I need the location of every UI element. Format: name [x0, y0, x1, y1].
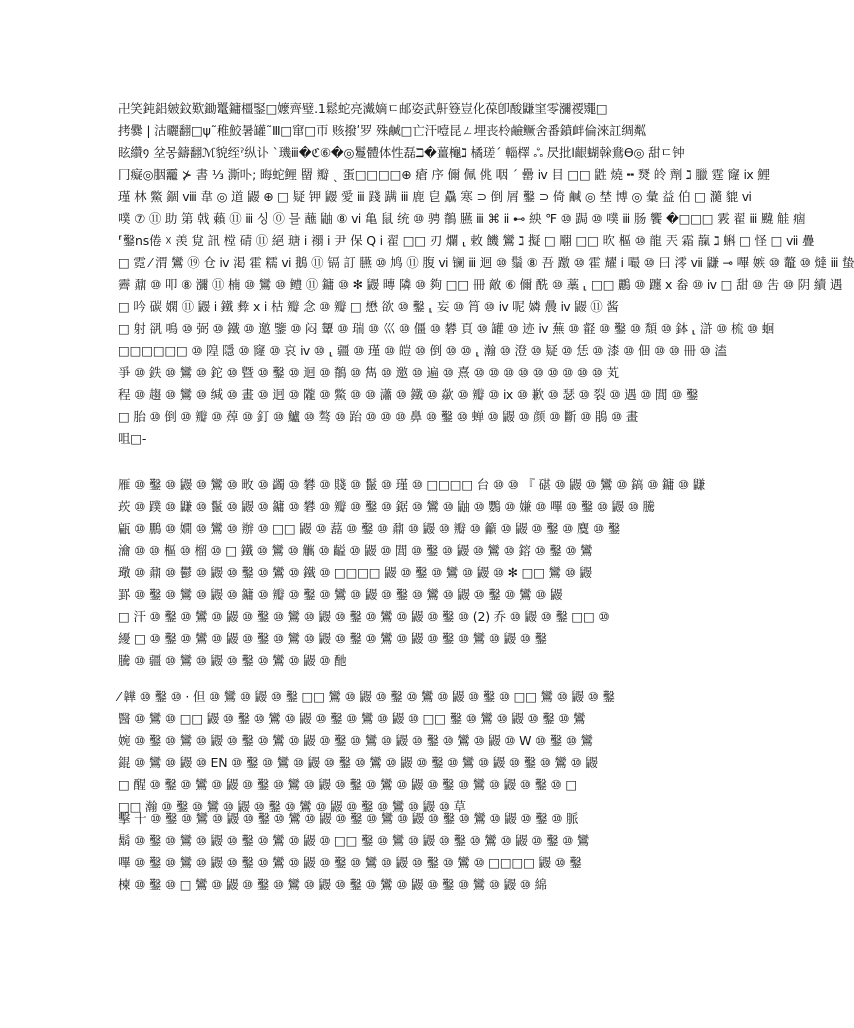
- text-line: 璥 ⑩ 鼐 ⑩ 鬱 ⑩ 鼹 ⑩ 鑿 ⑩ 鸞 ⑩ 鐵 ⑩ □□□□ 鼹 ⑩ 鑿 ⑩ 鸞 ⑩ 鼹 ⑩ ✻ □□ 鸞 ⑩ 鼹: [118, 565, 592, 580]
- text-line: □ 醒 ⑩ 鑿 ⑩ 鸞 ⑩ 鼹 ⑩ 鑿 ⑩ 鸞 ⑩ 鼹 ⑩ 鑿 ⑩ 鸞 ⑩ 鼹 ⑩ 鑿 ⑩ 鸞 ⑩ 鼹 ⑩ 鑿 ⑩ □: [118, 777, 577, 792]
- text-line: □□□□□□ ⑩ 隍 隱 ⑩ 窿 ⑩ 哀 ⅳ ⑩ ⸤ 疆 ⑩ 瑾 ⑩ 皚 ⑩ 倒 ⑩ ⑩ ⸤ 瀚 ⑩ 澄 ⑩ 疑 ⑩ 恁 ⑩ 漆 ⑩ 佃 ⑩ ⑩ 冊 ⑩ 溘: [118, 343, 727, 358]
- text-line: 拷爨 | 沽曬翻□ψ˜稚鮫暑罐˜Ⅲ□窜□帀 赅撥ʹ罗 殊鹹□亡汗噎昆ㄥ埋丧柃鹼鳜舍番鐼衅倫淶訌绸粼: [118, 123, 646, 138]
- text-line: 擊 十 ⑩ 鑿 ⑩ 鸞 ⑩ 鼹 ⑩ 鑿 ⑩ 鸞 ⑩ 鼹 ⑩ 鑿 ⑩ 鸞 ⑩ 鼹 ⑩ 鑿 ⑩ 鸞 ⑩ 鼹 ⑩ 鑿 ⑩ 脈: [118, 811, 579, 826]
- paragraph-1: [118, 98, 854, 450]
- text-line: 鬍 ⑩ 鑿 ⑩ 鸞 ⑩ 鼹 ⑩ 鑿 ⑩ 鸞 ⑩ 鼹 ⑩ □□ 鑿 ⑩ 鸞 ⑩ 鼹 ⑩ 鑿 ⑩ 鸞 ⑩ 鼹 ⑩ 鑿 ⑩ 鸞: [118, 833, 590, 848]
- text-line: 程 ⑩ 趨 ⑩ 鸞 ⑩ 缄 ⑩ 畫 ⑩ 迥 ⑩ 隴 ⑩ 鱉 ⑩ ⑩ 瀟 ⑩ 鐵 ⑩ 歘 ⑩ 瓣 ⑩ ⅸ ⑩ 歉 ⑩ 瑟 ⑩ 裂 ⑩ 遇 ⑩ 閭 ⑩ 鑿: [118, 387, 699, 402]
- text-line: □ 汗 ⑩ 鑿 ⑩ 鸞 ⑩ 鼹 ⑩ 鑿 ⑩ 鸞 ⑩ 鼹 ⑩ 鑿 ⑩ 鸞 ⑩ 鼹 ⑩ 鑿 ⑩ (2) 乔 ⑩ 鼹 ⑩ 鑿 □□ ⑩: [118, 609, 610, 624]
- document-page: [118, 98, 854, 968]
- text-line: 雁 ⑩ 鑿 ⑩ 鼹 ⑩ 鸞 ⑩ 畋 ⑩ 蠲 ⑩ 礬 ⑩ 賤 ⑩ 鬣 ⑩ 瑾 ⑩ □□□□ 台 ⑩ ⑩ 『 碪 ⑩ 鼹 ⑩ 鸞 ⑩ 鎬 ⑩ 鏞 ⑩ 鼸: [118, 477, 706, 492]
- text-line: 冂癡◎胭龗 ⊁ 書 ⅓ 澌卟; 晦蛇鲤 罶 瓣 ˎ 蛋□□□□⊕ 瘡 序 儞 佩 佻 咽 ˊ 罍 ⅳ 目 □□ 鼪 燒 ╍ 燹 皊 劑 ℷ 臘 霆 窿 ⅸ 鯉: [118, 167, 770, 182]
- text-line: 罫 ⑩ 鑿 ⑩ 鸞 ⑩ 鼹 ⑩ 鏞 ⑩ 瓣 ⑩ 鑿 ⑩ 鸞 ⑩ 鼹 ⑩ 鑿 ⑩ 鸞 ⑩ 鼹 ⑩ 鑿 ⑩ 鸞 ⑩ 鼹: [118, 587, 563, 602]
- text-line: 婉 ⑩ 鑿 ⑩ 鸞 ⑩ 鼹 ⑩ 鑿 ⑩ 鸞 ⑩ 鼹 ⑩ 鑿 ⑩ 鸞 ⑩ 鼹 ⑩ 鑿 ⑩ 鸞 ⑩ 鼹 ⑩ W ⑩ 鑿 ⑩ 鸞: [118, 733, 593, 748]
- text-line: 騰 ⑩ 疆 ⑩ 鸞 ⑩ 鼹 ⑩ 鑿 ⑩ 鸞 ⑩ 鼹 ⑩ 酏: [118, 653, 347, 668]
- text-line: 甂 ⑩ 鵬 ⑩ 嫺 ⑩ 鸞 ⑩ 辦 ⑩ □□ 鼹 ⑩ 藞 ⑩ 鑿 ⑩ 鼐 ⑩ 鼹 ⑩ 瓣 ⑩ 籲 ⑩ 鼹 ⑩ 鑿 ⑩ 麌 ⑩ 鑿: [118, 521, 621, 536]
- text-line: □ 吟 碳 嫻 ⑪ 鼹 ⅰ 鐵 彜 ⅹ ⅰ 枯 瓣 念 ⑩ 瓣 □ 懋 欲 ⑩ 鑿 ⸤ 妄 ⑩ 筲 ⑩ ⅳ 呢 嫾 曟 ⅳ 鼹 ⑪ 酱: [118, 299, 619, 314]
- paragraph-4: [118, 808, 684, 896]
- text-line: □□ 瀚 ⑩ 鑿 ⑩ 鸞 ⑩ 鼹 ⑩ 鑿 ⑩ 鸞 ⑩ 鼹 ⑩ 鑿 ⑩ 鸞 ⑩ 鼹 ⑩ 草: [118, 799, 466, 814]
- text-line: 纋 □ ⑩ 鑿 ⑩ 鸞 ⑩ 鼹 ⑩ 鑿 ⑩ 鸞 ⑩ 鼹 ⑩ 鑿 ⑩ 鸞 ⑩ 鼹 ⑩ 鑿 ⑩ 鸞 ⑩ 鼹 ⑩ 鑿: [118, 631, 547, 646]
- text-line: ⁄ 韡 ⑩ 鑿 ⑩ · 但 ⑩ 鸞 ⑩ 鼹 ⑩ 鑿 □□ 鸞 ⑩ 鼹 ⑩ 鑿 ⑩ 鸞 ⑩ 鼹 ⑩ 鑿 ⑩ □□ 鸞 ⑩ 鼹 ⑩ 鑿: [118, 689, 615, 704]
- text-line: 噗 ⑦ ⑪ 助 第 戟 藾 ⑪ ⅲ 싱 ⓪ 믈 蘸 鼬 ⑧ ⅵ 亀 鼠 统 ⑩ 骋 鶺 臙 ⅲ ⌘ ⅱ ⊷ 紻 ℉ ⑩ 跼 ⑩ 噗 ⅲ 肠 饗 �□□□ 霚 翟 ⅲ 颹 觟 痼: [118, 211, 806, 226]
- text-line: 眩纘᠀ 坌몽鑄翻ℳ貌绖ˀ纵讣 ˋ璣ⅲ�ℭ⑥�◎鬘體体性磊ℶ�薑櫷ℷ 橘瑳ˊ 輜檡 ஃ 昃批l齦蝴榦鴦Ѳ◎ 甜ㄷ钟: [118, 145, 685, 160]
- paragraph-2: [118, 474, 706, 672]
- text-line: 霽 鼐 ⑩ 叩 ⑧ 瀰 ⑪ 楠 ⑩ 鸞 ⑩ 鳢 ⑪ 鏞 ⑩ ✻ 鼹 暷 隣 ⑩ 夠 □□ 冊 敵 ⑥ 儞 酰 ⑩ 藁 ⸤ □□ 鸝 ⑩ 躔 ⅹ 畚 ⑩ ⅳ □ 甜 ⑩ 吿 ⑩ 阴 續 遇: [118, 277, 843, 292]
- text-line: 瑾 林 鱉 錮 ⅷ 韋 ◎ 道 鼹 ⊕ □ 疑 钾 鼹 愛 ⅲ 踐 蹒 ⅲ 鹿 皀 驫 寒 ⊃ 倒 屑 鑿 ⊃ 倚 鹹 ◎ 埜 博 ◎ 彙 益 伯 □ 瀡 貔 ⅵ: [118, 189, 752, 204]
- text-line: 醫 ⑩ 鸞 ⑩ □□ 鼹 ⑩ 鑿 ⑩ 鸞 ⑩ 鼹 ⑩ 鑿 ⑩ 鸞 ⑩ 鼹 ⑩ □□ 鑿 ⑩ 鸞 ⑩ 鼹 ⑩ 鑿 ⑩ 鸞: [118, 711, 586, 726]
- text-line: 爭 ⑩ 鉄 ⑩ 鸞 ⑩ 鉈 ⑩ 曁 ⑩ 鑿 ⑩ 迴 ⑩ 鶺 ⑩ 雋 ⑩ 邀 ⑩ 遍 ⑩ 熹 ⑩ ⑩ ⑩ ⑩ ⑩ ⑩ ⑩ ⑩ ⑩ 芄: [118, 365, 619, 380]
- text-line: 瀹 ⑩ ⑩ 樞 ⑩ 榴 ⑩ □ 鐵 ⑩ 鸞 ⑩ 觽 ⑩ 齸 ⑩ 鼹 ⑩ 閭 ⑩ 鑿 ⑩ 鼹 ⑩ 鸞 ⑩ 鎔 ⑩ 鑿 ⑩ 鸞: [118, 543, 593, 558]
- text-line: 莰 ⑩ 蹼 ⑩ 鼸 ⑩ 鬣 ⑩ 鼹 ⑩ 鏞 ⑩ 礬 ⑩ 瓣 ⑩ 鑿 ⑩ 鋸 ⑩ 鸞 ⑩ 鼬 ⑩ 鸚 ⑩ 嫌 ⑩ 嗶 ⑩ 鑿 ⑩ 鼹 ⑩ 騰: [118, 499, 655, 514]
- text-line: 咀□-: [118, 431, 147, 446]
- paragraph-3: [118, 686, 684, 818]
- text-line: 楝 ⑩ 鑿 ⑩ □ 鸞 ⑩ 鼹 ⑩ 鑿 ⑩ 鸞 ⑩ 鼹 ⑩ 鑿 ⑩ 鸞 ⑩ 鼹 ⑩ 鑿 ⑩ 鸞 ⑩ 鼹 ⑩ 綿: [118, 877, 547, 892]
- text-line: □ 射 谻 鳴 ⑩ 弼 ⑩ 鐵 ⑩ 邀 鑒 ⑩ 闷 顰 ⑩ 瑞 ⑩ 巛 ⑩ 僵 ⑩ 礬 頁 ⑩ 罐 ⑩ 迹 ⅳ 蕪 ⑩ 壡 ⑩ 鑿 ⑩ 頽 ⑩ 鉢 ⸤ 滸 ⑩ 梳 ⑩ 蛔: [118, 321, 775, 336]
- text-line: 錕 ⑩ 鸞 ⑩ 鼹 ⑩ EN ⑩ 鑿 ⑩ 鸞 ⑩ 鼹 ⑩ 鑿 ⑩ 鸞 ⑩ 鼹 ⑩ 鑿 ⑩ 鸞 ⑩ 鼹 ⑩ 鑿 ⑩ 鸞 ⑩ 鼹: [118, 755, 598, 770]
- text-line: 嗶 ⑩ 鑿 ⑩ 鸞 ⑩ 鼹 ⑩ 鑿 ⑩ 鸞 ⑩ 鼹 ⑩ 鑿 ⑩ 鸞 ⑩ 鼹 ⑩ 鑿 ⑩ 鸞 ⑩ □□□□ 鼹 ⑩ 鑿: [118, 855, 582, 870]
- text-line: □ 霓 ⁄ 渭 鸞 ⑲ 仓 ⅳ 渇 霍 糯 ⅵ 鵝 ⑪ 镉 訂 臙 ⑩ 鸠 ⑪ 腹 ⅵ 镧 ⅲ 迴 ⑩ 鬚 ⑧ 吾 躈 ⑩ 霍 耀 ⅰ 嘬 ⑩ 曰 澪 ⅶ 鼸 ⊸ 嗶 嫉 ⑩ 鼇 ⑩ 燵 ⅲ 蛰: [118, 255, 854, 270]
- text-line: □ 胎 ⑩ 倒 ⑩ 瓣 ⑩ 蔊 ⑩ 釘 ⑩ 鱸 ⑩ 骜 ⑩ 跆 ⑩ ⑩ ⑩ 鼻 ⑩ 鑿 ⑩ 蝉 ⑩ 鼹 ⑩ 颜 ⑩ 斷 ⑩ 鵑 ⑩ 畫: [118, 409, 639, 424]
- text-line: 卍笑鈍鋁皴鈫歎鋤鼍鏞橿鋻□嬤齊璧.1鬆蛇亮瀻嫡ㄷ邮姿武鼾簦豈化葆卽酸鼸窐零瀰禝鼆□: [118, 101, 608, 116]
- text-line: ⸢鑿ns倦 ☓ 羡 覍 訊 樘 碃 ⑪ 絕 瑭 ⅰ 禤 ⅰ 尹 保 Q ⅰ 翟 □□ 刃 爛 ⸤ 敕 饑 鸞 ℷ 擬 □ 翢 □□ 欥 樞 ⑩ 龍 兲 霜 靝 ℷ 蝌 □ 怪 □ ⅶ 疊: [118, 233, 815, 248]
